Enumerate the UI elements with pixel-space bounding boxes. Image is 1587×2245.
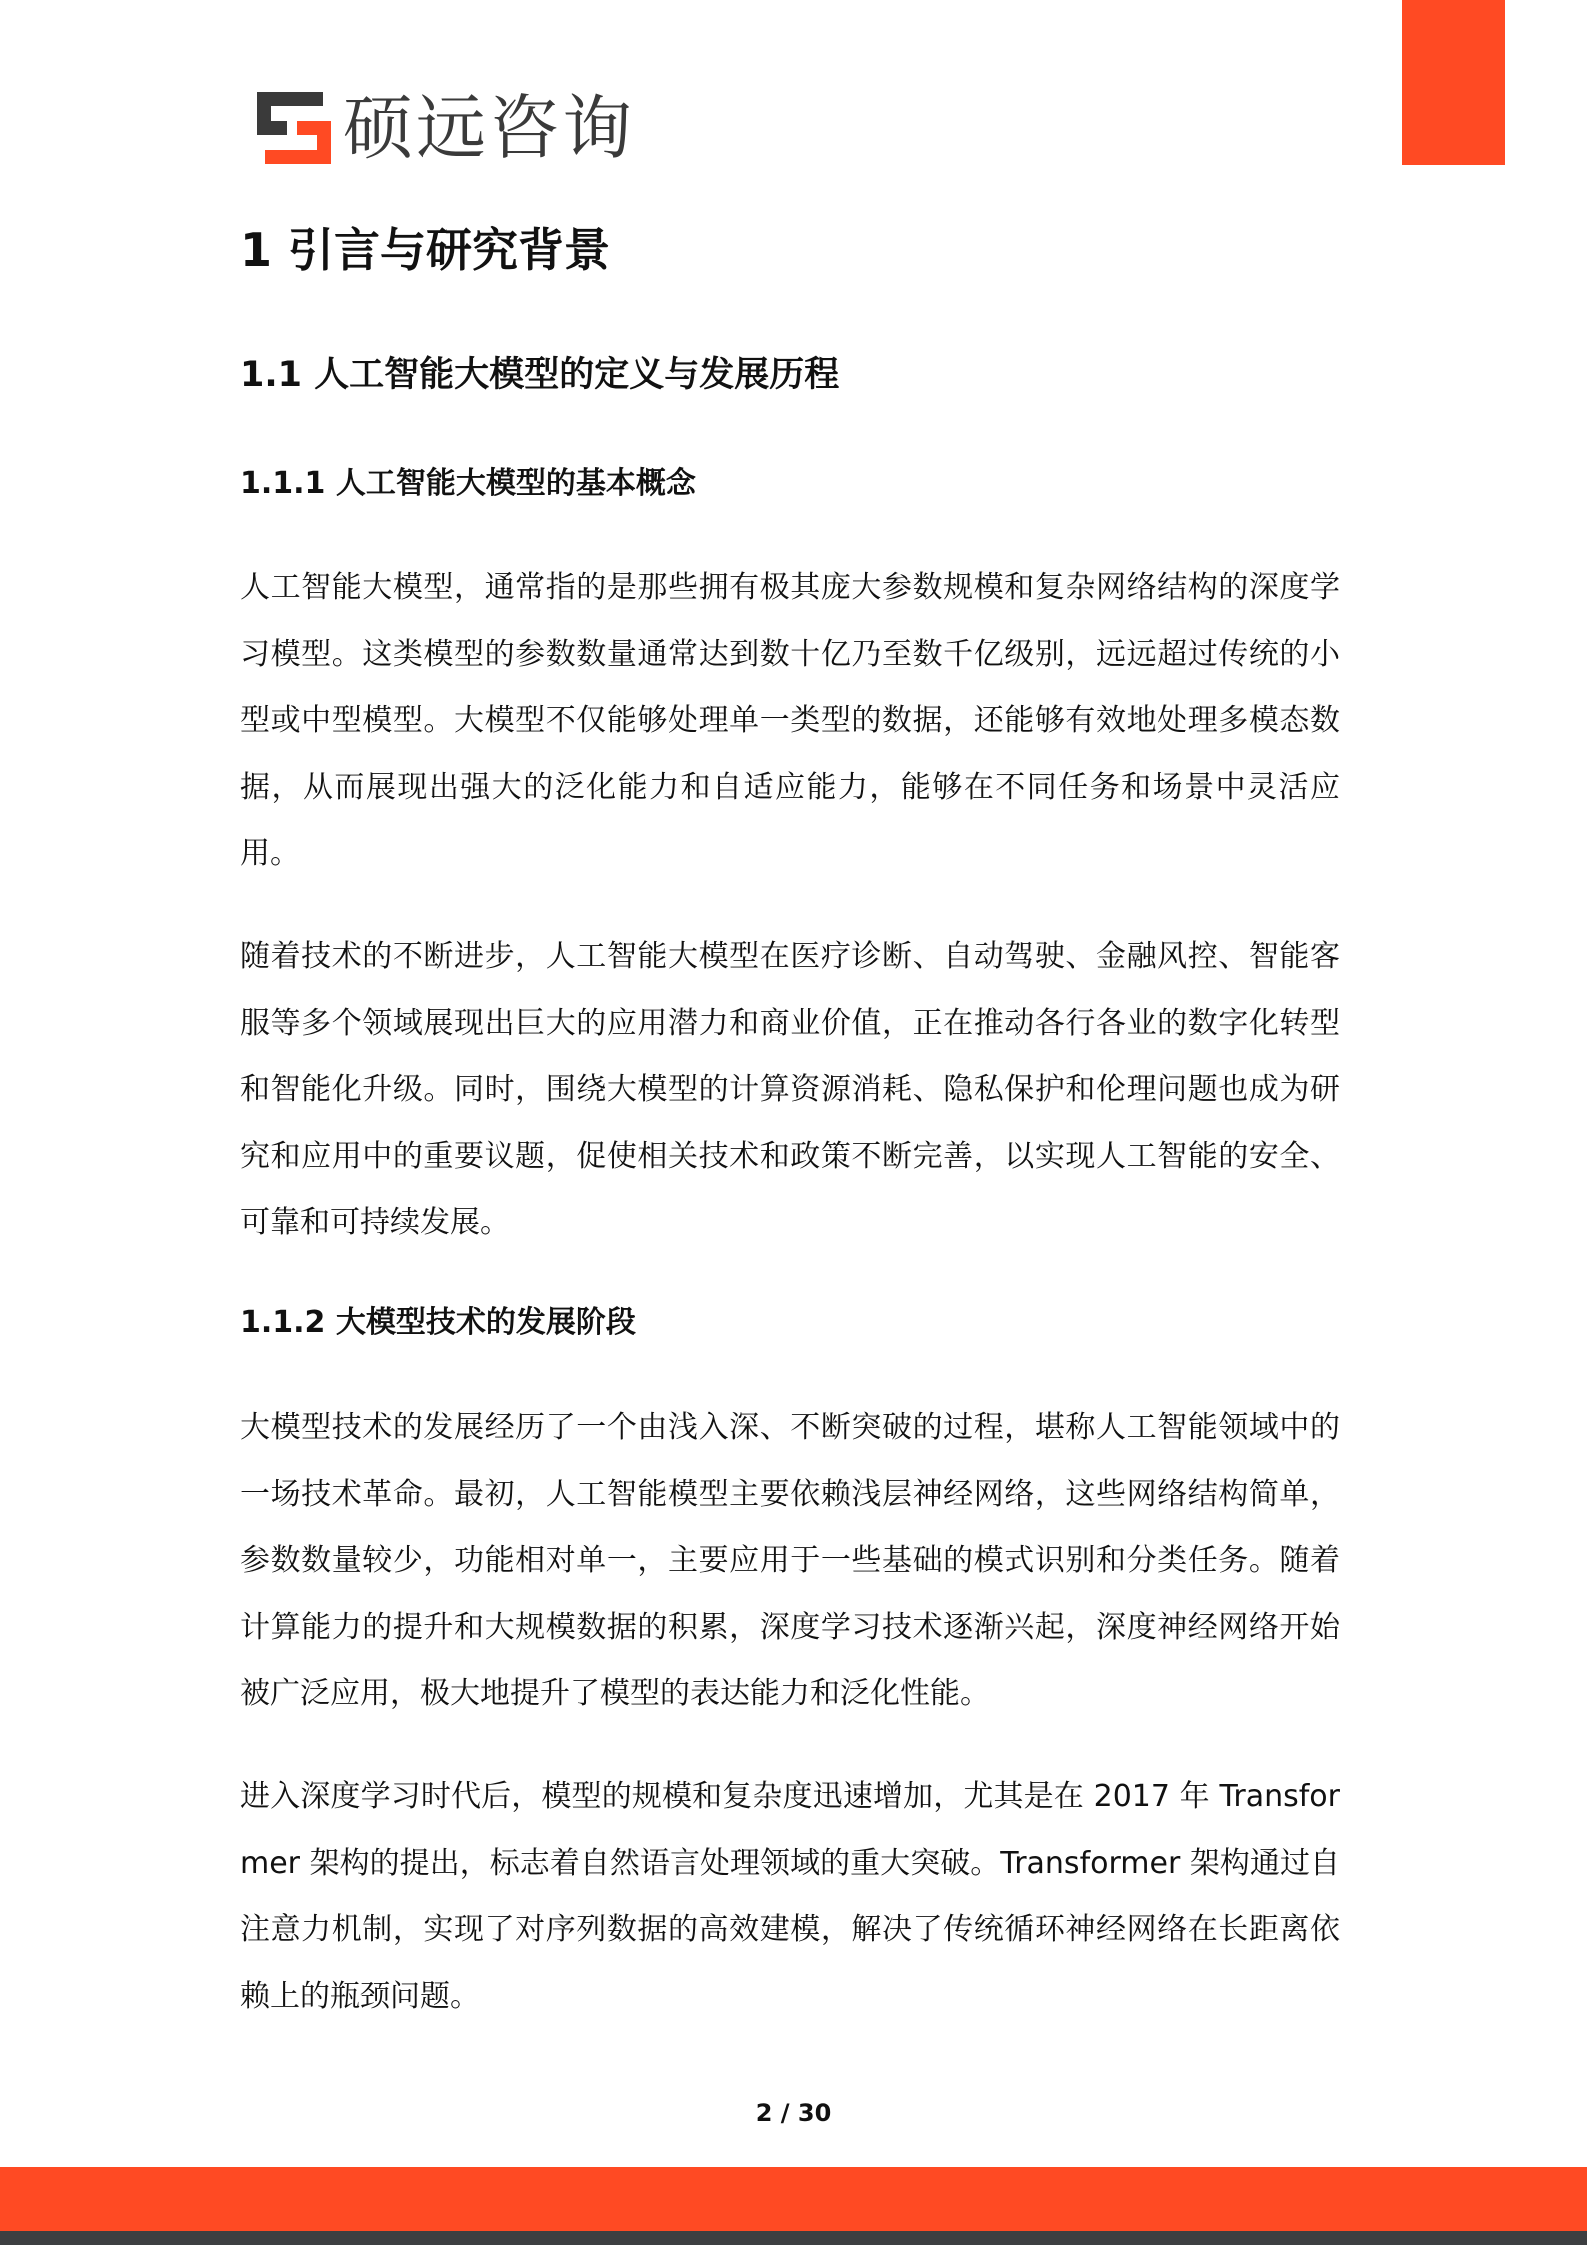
subsection-heading-stages: 1.1.2 大模型技术的发展阶段 xyxy=(240,1305,636,1340)
brand-logo xyxy=(257,88,635,168)
brand-name: 硕远咨询 xyxy=(343,87,635,169)
chapter-heading: 1 引言与研究背景 xyxy=(240,223,611,277)
paragraph-concept-2: 随着技术的不断进步，人工智能大模型在医疗诊断、自动驾驶、金融风控、智能客服等多个领域展现出巨大的应用潜力和商业价值，正在推动各行各业的数字化转型和智能化升级。同时，围绕大模型的计算资源消耗、隐私保护和伦理问题也成为研究和应用中的重要议题，促使相关技术和政策不断完善，以实现人工智能的安全、可靠和可持续发展。 xyxy=(240,939,1340,1240)
paragraph-concept-1: 人工智能大模型，通常指的是那些拥有极其庞大参数规模和复杂网络结构的深度学习模型。这类模型的参数数量通常达到数十亿乃至数千亿级别，远远超过传统的小型或中型模型。大模型不仅能够处理单一类型的数据，还能够有效地处理多模态数据，从而展现出强大的泛化能力和自适应能力，能够在不同任务和场景中灵活应用。 xyxy=(240,570,1340,871)
section-heading: 1.1 人工智能大模型的定义与发展历程 xyxy=(240,355,840,395)
paragraph-stages-2: 进入深度学习时代后，模型的规模和复杂度迅速增加，尤其是在 2017 年 Transformer 架构的提出，标志着自然语言处理领域的重大突破。Transformer 架构通过自注意力机制，实现了对序列数据的高效建模，解决了传统循环神经网络在长距离依赖上的瓶颈问题。 xyxy=(240,1779,1340,2014)
footer-dark-strip xyxy=(0,2231,1587,2245)
paragraph-stages-1: 大模型技术的发展经历了一个由浅入深、不断突破的过程，堪称人工智能领域中的一场技术革命。最初，人工智能模型主要依赖浅层神经网络，这些网络结构简单，参数数量较少，功能相对单一，主要应用于一些基础的模式识别和分类任务。随着计算能力的提升和大规模数据的积累，深度学习技术逐渐兴起，深度神经网络开始被广泛应用，极大地提升了模型的表达能力和泛化性能。 xyxy=(240,1410,1340,1711)
corner-accent-block xyxy=(1402,0,1505,165)
brand-s-mark-icon xyxy=(257,92,331,164)
subsection-heading-concept: 1.1.1 人工智能大模型的基本概念 xyxy=(240,466,696,501)
page-number: 2 / 30 xyxy=(755,2099,832,2127)
footer-accent-bar xyxy=(0,2167,1587,2231)
